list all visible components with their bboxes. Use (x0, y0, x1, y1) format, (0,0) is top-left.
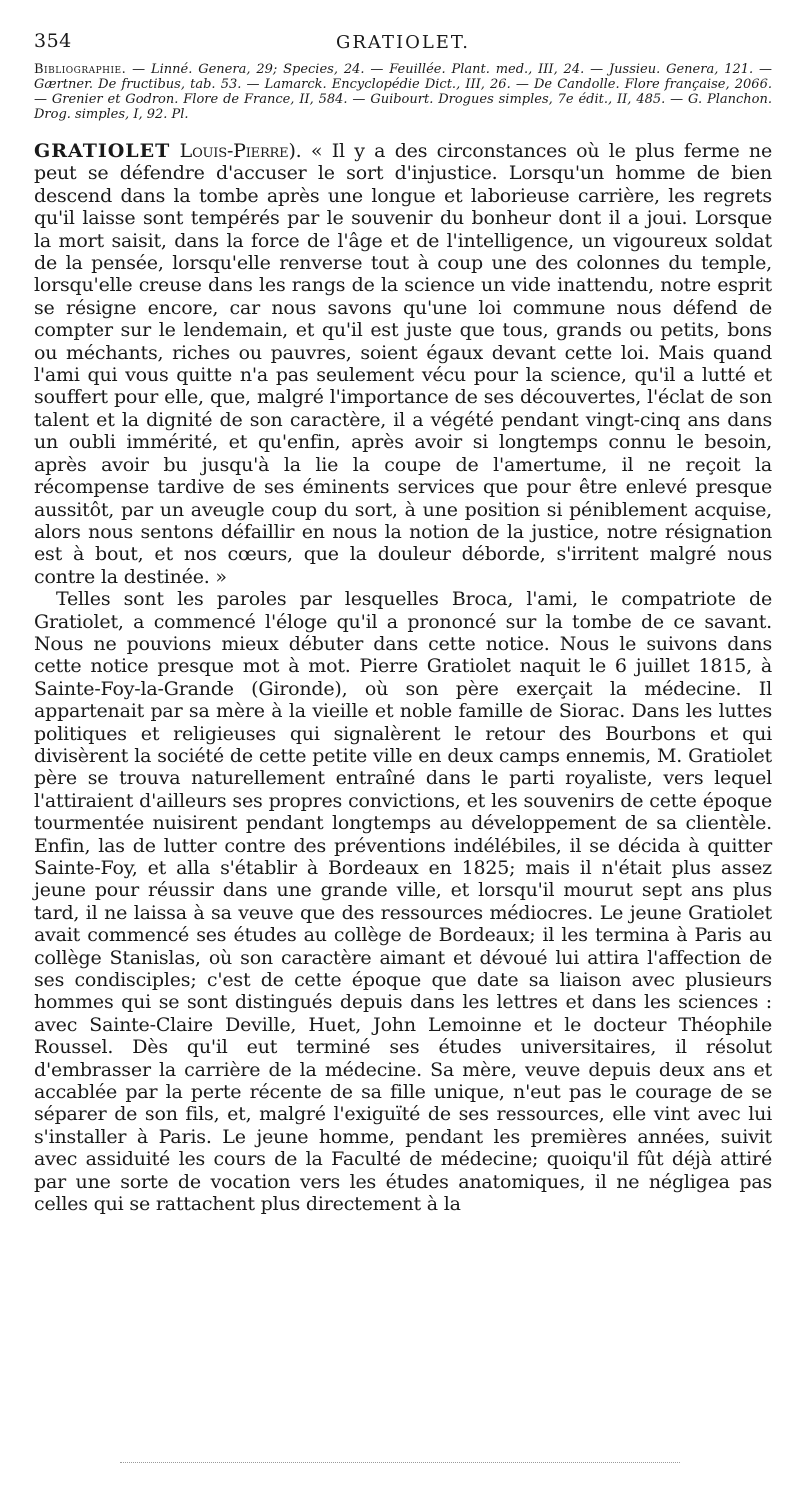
bibliography-lead: Bibliographie. (34, 62, 127, 77)
running-head-title: GRATIOLET. (336, 32, 470, 53)
running-head (34, 22, 772, 56)
article-body (34, 140, 772, 1216)
bibliography-text: — Linné. Genera, 29; Species, 24. — Feuillée. Plant. med., III, 24. — Jussieu. Genera, 121. — Gærtner. De fructibus, tab. 53. — Lamarck. Encyclopédie Dict., III, 26. — De Candolle. Flore française, 2066. — Grenier et Godron. Flore de France, II, 584. — Guibourt. Drogues simples, 7e édit., II, 485. — G. Planchon. Drog. simples, I, 92. Pl. (34, 62, 773, 122)
entry-name: GRATIOLET (34, 140, 171, 162)
bibliography-block (34, 62, 772, 122)
entry-given-name: Louis-Pierre). (179, 140, 302, 162)
footer-dotted-rule (120, 1462, 680, 1463)
article-paragraph-2: Telles sont les paroles par lesquelles Broca, l'ami, le compatriote de Gratiolet, a commencé l'éloge qu'il a prononcé sur la tombe de ce savant. Nous ne pouvions mieux débuter dans cette notice. Nous le suivons dans cette notice presque mot à mot. Pierre Gratiolet naquit le 6 juillet 1815, à Sainte-Foy-la-Grande (Gironde), où son père exerçait la médecine. Il appartenait par sa mère à la vieille et noble famille de Siorac. Dans les luttes politiques et religieuses qui signalèrent le retour des Bourbons et qui divisèrent la société de cette petite ville en deux camps ennemis, M. Gratiolet père se trouva naturellement entraîné dans le parti royaliste, vers lequel l'attiraient d'ailleurs ses propres convictions, et les souvenirs de cette époque tourmentée nuisirent pendant longtemps au développement de sa clientèle. Enfin, las de lutter contre des préventions indélébiles, il se décida à quitter Sainte-Foy, et alla s'établir à Bordeaux en 1825; mais il n'était plus assez jeune pour réussir dans une grande ville, et lorsqu'il mourut sept ans plus tard, il ne laissa à sa veuve que des ressources médiocres. Le jeune Gratiolet avait commencé ses études au collège de Bordeaux; il les termina à Paris au collège Stanislas, où son caractère aimant et dévoué lui attira l'affection de ses condisciples; c'est de cette époque que date sa liaison avec plusieurs hommes qui se sont distingués depuis dans les lettres et dans les sciences : avec Sainte-Claire Deville, Huet, John Lemoinne et le docteur Théophile Roussel. Dès qu'il eut terminé ses études universitaires, il résolut d'embrasser la carrière de la médecine. Sa mère, veuve depuis deux ans et accablée par la perte récente de sa fille unique, n'eut pas le courage de se séparer de son fils, et, malgré l'exiguïté de ses ressources, elle vint avec lui s'installer à Paris. Le jeune homme, pendant les premières années, suivit avec assiduité les cours de la Faculté de médecine; quoiqu'il fût déjà attiré par une sorte de vocation vers les études anatomiques, il ne négligea pas celles qui se rattachent plus directement à la (34, 588, 772, 1216)
article-paragraph-1 (34, 140, 772, 588)
page-number: 354 (34, 30, 72, 52)
document-page (34, 22, 772, 1216)
paragraph-text: « Il y a des circonstances où le plus ferme ne peut se défendre d'accuser le sort d'injustice. Lorsqu'un homme de bien descend dans la tombe après une longue et laborieuse carrière, les regrets qu'il laisse sont tempérés par le souvenir du bonheur dont il a joui. Lorsque la mort saisit, dans la force de l'âge et de l'intelligence, un vigoureux soldat de la pensée, lorsqu'elle renverse tout à coup une des colonnes du temple, lorsqu'elle creuse dans les rangs de la science un vide inattendu, notre esprit se résigne encore, car nous savons qu'une loi commune nous défend de compter sur le lendemain, et qu'il est juste que tous, grands ou petits, bons ou méchants, riches ou pauvres, soient égaux devant cette loi. Mais quand l'ami qui vous quitte n'a pas seulement vécu pour la science, qu'il a lutté et souffert pour elle, que, malgré l'importance de ses découvertes, l'éclat de son talent et la dignité de son caractère, il a végété pendant vingt-cinq ans dans un oubli immérité, et qu'enfin, après avoir si longtemps connu le besoin, après avoir bu jusqu'à la lie la coupe de l'amertume, il ne reçoit la récompense tardive de ses éminents services que pour être enlevé presque aussitôt, par un aveugle coup du sort, à une position si péniblement acquise, alors nous sentons défaillir en nous la notion de la justice, notre résignation est à bout, et nos cœurs, que la douleur déborde, s'irritent malgré nous contre la destinée. » (34, 140, 772, 588)
